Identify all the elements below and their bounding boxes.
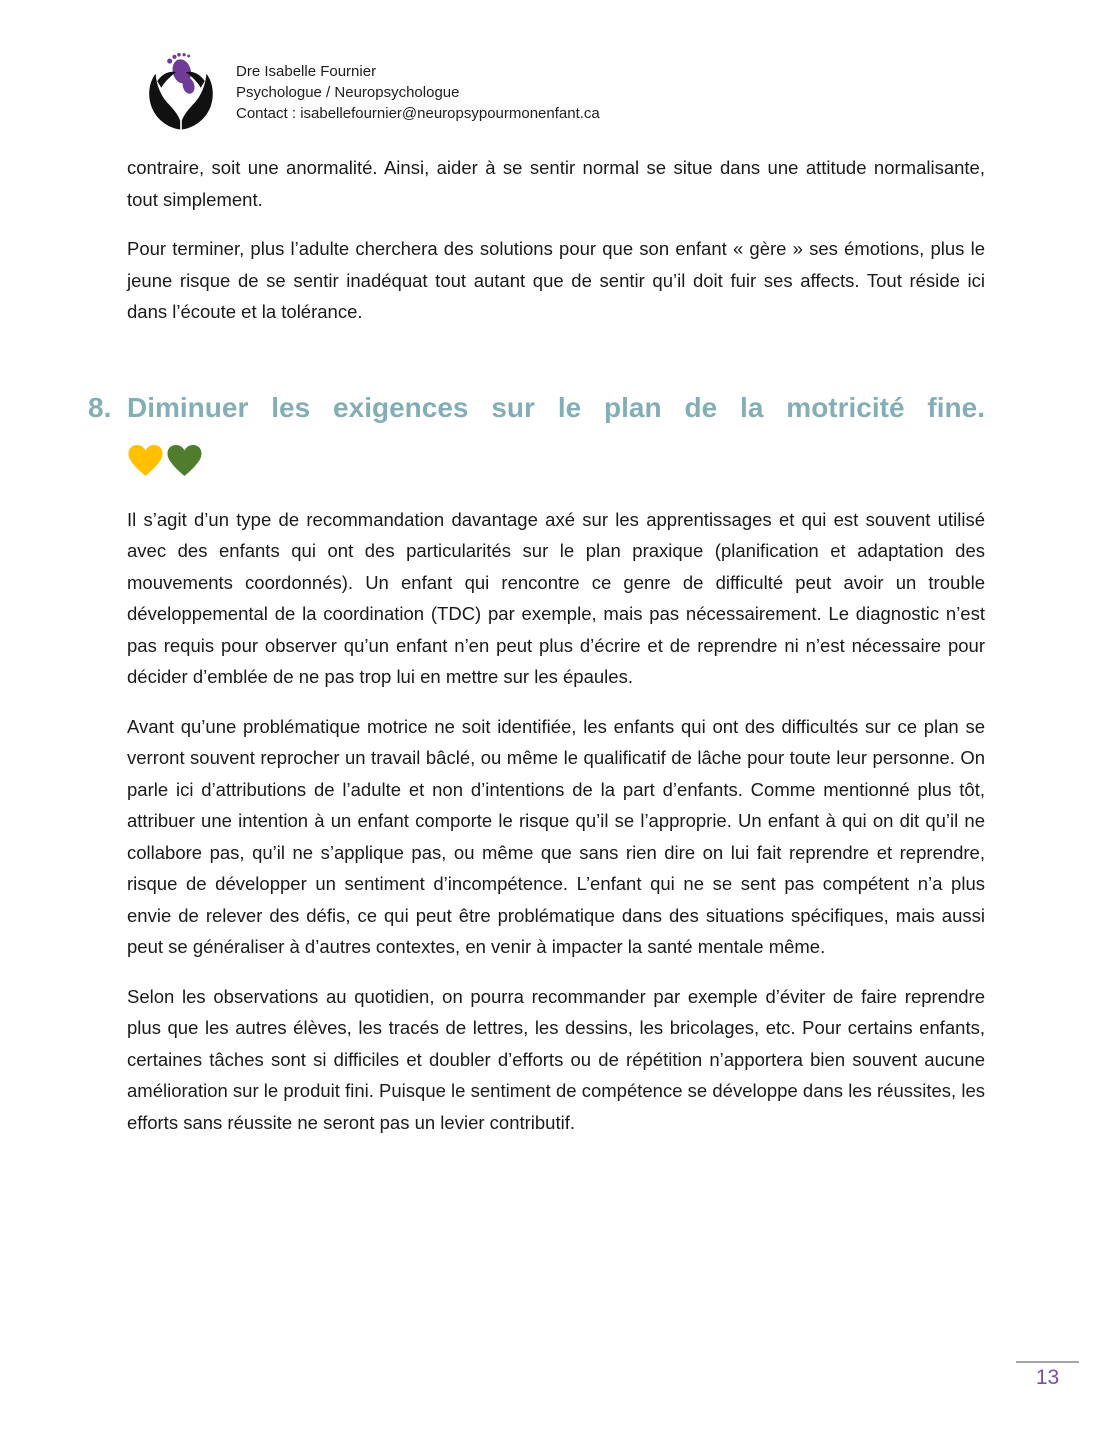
paragraph: Il s’agit d’un type de recommandation davantage axé sur les apprentissages et qui est souvent utilisé avec des enfants qui ont des particularités sur le plan praxique (planification et adaptation des mouvements coordonnés). Un enfant qui rencontre ce genre de difficulté peut avoir un trouble développemental de la coordination (TDC) par exemple, mais pas nécessairement. Le diagnostic n’est pas requis pour observer qu’un enfant n’en peut plus d’écrire et de reprendre ni n’est nécessaire pour décider d’emblée de ne pas trop lui en mettre sur les épaules. — [127, 508, 985, 687]
green-heart-icon — [166, 443, 203, 478]
practitioner-title: Psychologue / Neuropsychologue — [236, 84, 460, 101]
left-hand-icon — [149, 72, 180, 130]
practitioner-info — [236, 50, 600, 124]
document-body — [88, 152, 985, 1156]
hands-cradling-footprint-logo-icon — [140, 50, 222, 132]
paragraph: Avant qu’une problématique motrice ne soit identifiée, les enfants qui ont des difficultés sur ce plan se verront souvent reprocher un travail bâclé, ou même le qualificatif de lâche pour toute leur personne. On parle ici d’attributions de l’adulte et non d’intentions de la part d’enfants. Comme mentionné plus tôt, attribuer une intention à un enfant comporte le risque qu’il se l’approprie. Un enfant à qui on dit qu’il ne collabore pas, qu’il ne s’applique pas, ou même que sans rien dire on lui fait reprendre et reprendre, risque de développer un sentiment d’incompétence. L’enfant qui ne se sent pas compétent n’a plus envie de relever des défis, ce qui peut être problématique dans des situations spécifiques, mais aussi peut se généraliser à d’autres contextes, en venir à impacter la santé mentale même. — [127, 715, 985, 957]
footer-divider — [1016, 1361, 1079, 1363]
section-title: Diminuer les exigences sur le plan de la motricité fine. — [127, 391, 985, 423]
paragraph: contraire, soit une anormalité. Ainsi, aider à se sentir normal se situe dans une attitude normalisante, tout simplement. — [127, 157, 985, 210]
paragraph: Selon les observations au quotidien, on pourra recommander par exemple d’éviter de faire reprendre plus que les autres élèves, les tracés de lettres, les dessins, les bricolages, etc. Pour certains enfants, certaines tâches sont si difficiles et doubler d’efforts ou de répétition n’apportera bien souvent aucune amélioration sur le produit fini. Puisque le sentiment de compétence se développe dans les réussites, les efforts sans réussite ne seront pas un levier contributif. — [127, 985, 985, 1133]
paragraph: Pour terminer, plus l’adulte cherchera des solutions pour que son enfant « gère » ses émotions, plus le jeune risque de se sentir inadéquat tout autant que de sentir qu’il doit fuir ses affects. Tout réside ici dans l’écoute et la tolérance. — [127, 238, 985, 322]
hearts-row — [127, 442, 985, 480]
page-number: 13 — [1035, 1366, 1060, 1389]
practitioner-contact: Contact : isabellefournier@neuropsypourmonenfant.ca — [236, 105, 600, 122]
practitioner-name: Dre Isabelle Fournier — [236, 63, 377, 80]
section-heading — [88, 388, 985, 428]
section-number: 8. — [88, 391, 112, 423]
page-header — [140, 50, 600, 132]
yellow-heart-icon — [127, 443, 164, 478]
